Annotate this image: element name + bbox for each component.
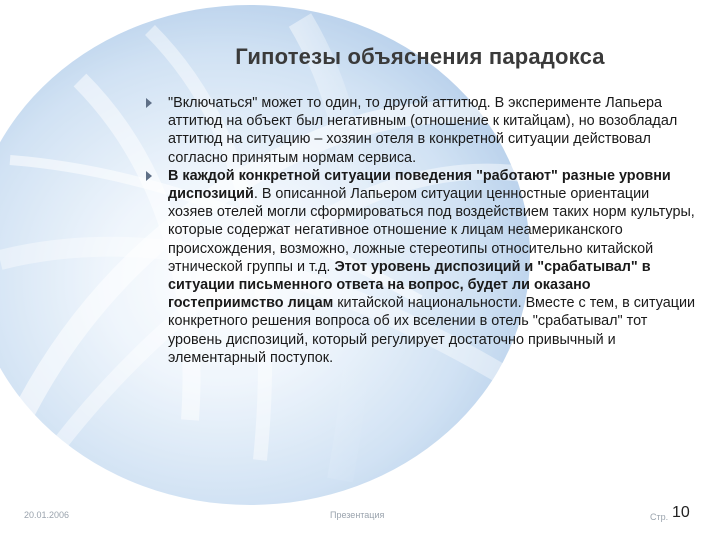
page-number: 10	[672, 504, 690, 521]
bullet-item-1	[144, 94, 696, 167]
slide-content	[144, 94, 696, 367]
bullet-2-text-1: . В описанной Лапьером ситуации ценностные ориентации хозяев отелей могли сформироваться под воздействием таких норм культуры, которые содержат негативное отношение к лицам неамериканского происхождения, возможно, ложные стереотипы относительно китайской этнической группы и т.д.	[168, 186, 695, 275]
bullet-1-text: "Включаться" может то один, то другой аттитюд. В эксперименте Лапьера аттитюд на объект был негативным (отношение к китайцам), но возобладал аттитюд на ситуацию – хозяин отеля в конкретной ситуации действовал согласно принятым нормам сервиса.	[168, 95, 678, 166]
footer-page-label: Стр.	[650, 512, 669, 522]
bullet-2-bold-1: В каждой конкретной ситуации поведения "работают" разные уровни диспозиций	[168, 167, 671, 203]
slide-title: Гипотезы объяснения парадокса	[235, 44, 605, 69]
triangle-right-icon	[146, 171, 152, 181]
bullet-item-2	[144, 167, 696, 367]
triangle-right-icon	[146, 98, 152, 108]
bullet-2-text-2: китайской национальности. Вместе с тем, в ситуации конкретного решения вопроса об их вселении в отель "срабатывал" тот уровень диспозиций, который регулирует достаточно привычный и элементарный поступок.	[168, 295, 696, 366]
bullet-2-bold-2: Этот уровень диспозиций и "срабатывал" в ситуации письменного ответа на вопрос, будет ли оказано гостеприимство лицам	[168, 258, 651, 312]
footer-presentation-label: Презентация	[330, 510, 385, 520]
footer-date: 20.01.2006	[24, 510, 70, 520]
